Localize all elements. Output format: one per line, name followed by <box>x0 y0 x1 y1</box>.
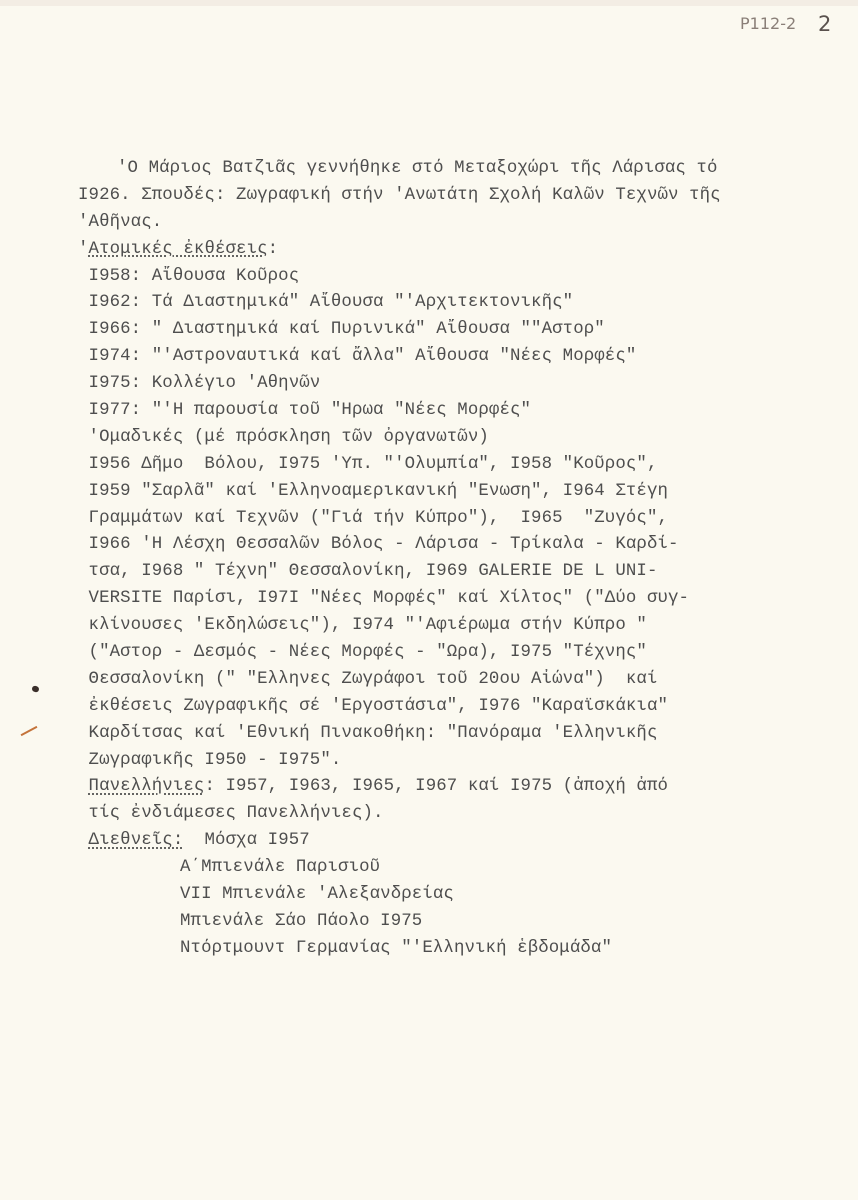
line-text: Ι959 "Σαρλᾶ" καί 'Ελληνοαμερικανική "Ενωση", Ι964 Στέγη <box>78 481 669 501</box>
pencil-mark <box>21 726 38 736</box>
line-text: Ι956 Δῆμο Βόλου, Ι975 'Υπ. "'Ολυμπία", Ι958 "Κοῦρος", <box>78 454 658 474</box>
line-text: VERSITE Παρίσι, Ι97Ι "Νέες Μορφές" καί Χίλτος" ("Δύο συγ- <box>78 589 690 609</box>
text-line <box>78 559 798 586</box>
line-text: 'Αθῆνας. <box>78 212 163 232</box>
line-text: Ι974: "'Αστροναυτικά καί ἄλλα" Αἴθουσα "Νέες Μορφές" <box>78 347 637 367</box>
line-text: Μόσχα Ι957 <box>183 831 310 851</box>
scan-edge <box>0 0 858 6</box>
text-line <box>78 398 798 425</box>
line-text: Μπιενάλε Σάο Πάολο Ι975 <box>180 911 423 931</box>
underlined-heading: Διεθνεῖς: <box>88 831 184 851</box>
text-line <box>78 425 798 452</box>
text-line <box>78 586 798 613</box>
text-line <box>78 532 798 559</box>
line-text: ἐκθέσεις Ζωγραφικῆς σέ 'Εργοστάσια", Ι976 "Καραϊσκάκια" <box>78 696 669 716</box>
line-text: 'Ο Μάριος Βατζιᾶς γεννήθηκε στό Μεταξοχώρι τῆς Λάρισας τό <box>117 159 718 178</box>
line-text: 'Ομαδικές (μέ πρόσκληση τῶν ὀργανωτῶν) <box>78 427 489 447</box>
line-text <box>78 777 89 796</box>
section-heading-line <box>78 828 798 855</box>
line-text: τίς ἐνδιάμεσες Πανελλήνιες). <box>78 804 384 824</box>
line-text <box>78 831 89 850</box>
section-heading-line <box>78 774 798 801</box>
line-text: VII Μπιενάλε 'Αλεξανδρείας <box>180 885 454 905</box>
line-text: : <box>267 239 279 259</box>
ink-spot <box>31 685 40 693</box>
underlined-heading: Πανελλήνιες <box>88 777 205 797</box>
text-line <box>78 344 798 371</box>
line-text: τσα, Ι968 " Τέχνη" Θεσσαλονίκη, Ι969 GALERIE DE L UNI- <box>78 562 658 582</box>
text-line <box>78 210 798 237</box>
text-line <box>78 936 798 963</box>
page-number: 2 <box>818 12 832 36</box>
typewritten-biography <box>78 156 798 963</box>
text-line <box>78 721 798 748</box>
text-line <box>78 371 798 398</box>
line-text: Ι966: " Διαστημικά καί Πυρινικά" Αἴθουσα ""Αστορ" <box>78 320 605 340</box>
text-line <box>78 613 798 640</box>
section-heading-line <box>78 237 798 264</box>
text-line <box>78 479 798 506</box>
line-text: ' <box>78 239 89 259</box>
text-line <box>78 694 798 721</box>
line-text: : Ι957, Ι963, Ι965, Ι967 καί Ι975 (ἀποχή ἀπό <box>204 777 669 797</box>
text-line <box>78 317 798 344</box>
line-text: κλίνουσες 'Εκδηλώσεις"), Ι974 "'Αφιέρωμα στήν Κύπρο " <box>78 616 647 636</box>
archive-reference: Ρ112-2 <box>740 14 797 33</box>
line-text: Ι958: Αἴθουσα Κοῦρος <box>78 266 300 286</box>
line-text: Ι926. Σπουδές: Ζωγραφική στήν 'Ανωτάτη Σχολή Καλῶν Τεχνῶν τῆς <box>78 185 721 205</box>
line-text: Καρδίτσας καί 'Εθνική Πινακοθήκη: "Πανόραμα 'Ελληνικῆς <box>78 723 658 743</box>
text-line <box>78 183 798 210</box>
line-text: Ντόρτμουντ Γερμανίας "'Ελληνική ἑβδομάδα" <box>180 938 612 958</box>
text-line <box>78 667 798 694</box>
line-text: Α΄Μπιενάλε Παρισιοῦ <box>180 858 381 878</box>
text-line <box>78 909 798 936</box>
text-line <box>78 640 798 667</box>
line-text: Γραμμάτων καί Τεχνῶν ("Γιά τήν Κύπρο"), Ι965 "Ζυγός", <box>78 508 669 528</box>
line-text: Ζωγραφικῆς Ι950 - Ι975". <box>78 750 342 770</box>
text-line <box>78 506 798 533</box>
text-line <box>78 290 798 317</box>
underlined-heading: Ατομικές ἐκθέσεις <box>88 239 268 259</box>
text-line <box>78 264 798 291</box>
line-text: Θεσσαλονίκη (" "Ελληνες Ζωγράφοι τοῦ 20ου Αἰώνα") καί <box>78 669 658 689</box>
line-text: ("Αστορ - Δεσμός - Νέες Μορφές - "Ωρα), Ι975 "Τέχνης" <box>78 643 647 663</box>
line-text: Ι977: "'Η παρουσία τοῦ "Ηρωα "Νέες Μορφές" <box>78 401 532 421</box>
text-line <box>78 156 798 183</box>
text-line <box>78 748 798 775</box>
text-line <box>78 882 798 909</box>
line-text: Ι962: Τά Διαστημικά" Αἴθουσα "'Αρχιτεκτονικῆς" <box>78 293 574 313</box>
line-text: Ι975: Κολλέγιο 'Αθηνῶν <box>78 374 321 394</box>
text-line <box>78 855 798 882</box>
text-line <box>78 452 798 479</box>
line-text: Ι966 'Η Λέσχη Θεσσαλῶν Βόλος - Λάρισα - Τρίκαλα - Καρδί- <box>78 535 679 555</box>
text-line <box>78 801 798 828</box>
